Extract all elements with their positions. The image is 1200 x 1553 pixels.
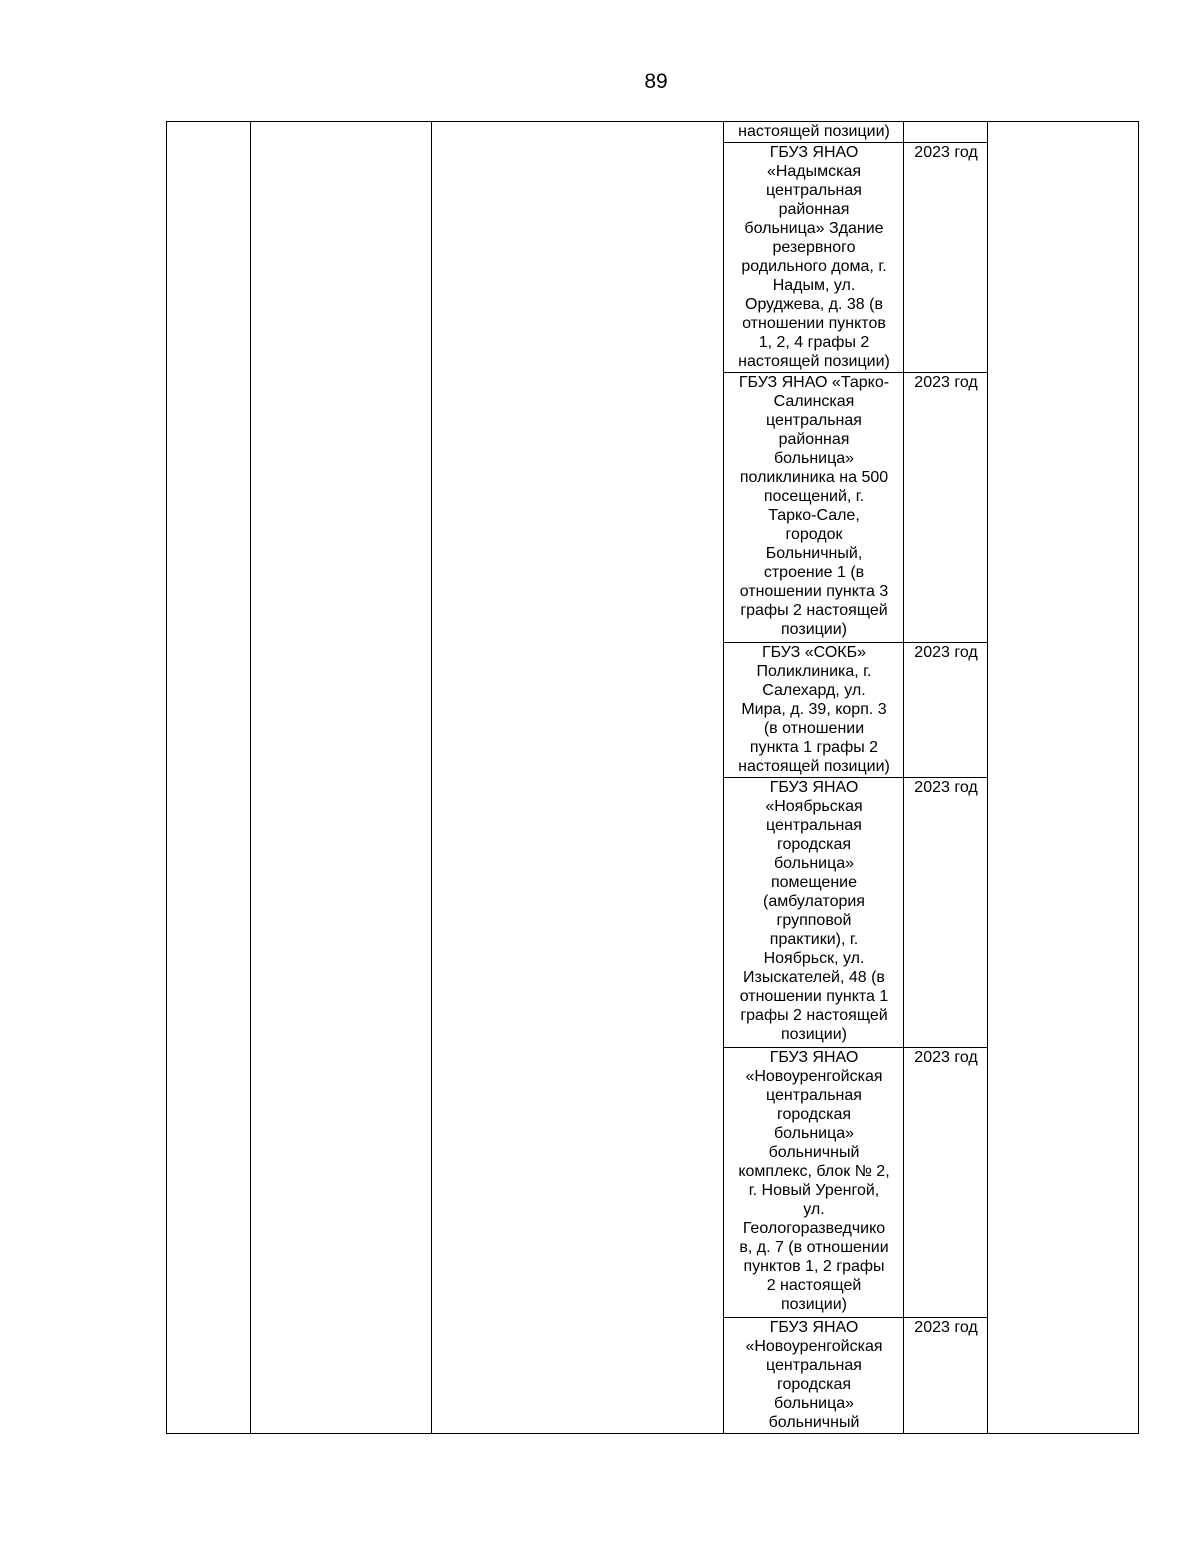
deadline-cell: 2023 год [914, 779, 978, 796]
facility-line: отношении пункта 3 [739, 583, 889, 600]
facility-line: больница» [773, 855, 855, 872]
facility-cell [724, 643, 904, 776]
facility-line: больница» Здание [744, 220, 884, 237]
facility-line: больница» [773, 1395, 855, 1412]
facility-cell [724, 143, 904, 371]
facility-line: районная [778, 431, 850, 448]
facility-line: 2 настоящей [766, 1277, 862, 1294]
facility-line: посещений, г. [763, 488, 865, 505]
facility-line: «Надымская [766, 163, 862, 180]
facility-line: резервного [772, 239, 856, 256]
facility-line: ул. [803, 1201, 825, 1218]
facility-line: ГБУЗ ЯНАО «Тарко- [738, 374, 890, 391]
facility-line: «Ноябрьская [765, 798, 863, 815]
facility-line: городская [776, 1106, 852, 1123]
facility-line: настоящей позиции) [738, 353, 890, 370]
deadline-cell: 2023 год [914, 644, 978, 661]
deadline-cell: 2023 год [914, 374, 978, 391]
facility-line: графы 2 настоящей [740, 1007, 888, 1024]
facility-line: позиции) [780, 1296, 848, 1313]
facility-line: центральная [766, 817, 862, 834]
facility-cell [724, 122, 904, 141]
facility-line: настоящей позиции) [738, 758, 890, 775]
facility-line: городок [785, 526, 843, 543]
facility-line: районная [778, 201, 850, 218]
facility-cell [724, 373, 904, 639]
facility-line: ГБУЗ ЯНАО [769, 1319, 859, 1336]
facility-line: Больничный, [765, 545, 863, 562]
facility-line: больничный [768, 1144, 860, 1161]
deadline-cell: 2023 год [914, 144, 978, 161]
facility-line: больница» [773, 1125, 855, 1142]
facility-cell [724, 1318, 904, 1432]
facility-line: настоящей позиции) [738, 123, 890, 140]
facility-line: помещение [770, 874, 857, 891]
facility-cell [724, 1048, 904, 1314]
facility-line: отношении пунктов [742, 315, 886, 332]
facility-line: родильного дома, г. [741, 258, 887, 275]
facility-line: Надым, ул. [772, 277, 856, 294]
facility-line: графы 2 настоящей [740, 602, 888, 619]
facility-line: больничный [768, 1414, 860, 1431]
facility-line: Ноябрьск, ул. [763, 950, 865, 967]
facility-line: Изыскателей, 48 (в [743, 969, 885, 986]
facility-line: ГБУЗ «СОКБ» [762, 644, 866, 661]
facility-line: пункта 1 графы 2 [749, 739, 879, 756]
facility-line: в, д. 7 (в отношении [739, 1239, 889, 1256]
deadline-cell: 2023 год [914, 1319, 978, 1336]
facility-line: г. Новый Уренгой, [748, 1182, 880, 1199]
facility-line: групповой [776, 912, 852, 929]
facility-line: комплекс, блок № 2, [738, 1163, 890, 1180]
facility-line: строение 1 (в [763, 564, 865, 581]
facility-line: центральная [766, 412, 862, 429]
facility-line: Оруджева, д. 38 (в [745, 296, 883, 313]
page-number: 89 [644, 70, 668, 93]
facility-line: Мира, д. 39, корп. 3 [741, 701, 887, 718]
facility-line: Салехард, ул. [762, 682, 866, 699]
facility-line: больница» [773, 450, 855, 467]
facility-line: Тарко-Сале, [768, 507, 860, 524]
facility-line: городская [776, 836, 852, 853]
facility-line: Геологоразведчико [742, 1220, 886, 1237]
facility-cell [724, 778, 904, 1044]
facility-line: позиции) [780, 621, 848, 638]
facility-line: 1, 2, 4 графы 2 [758, 334, 870, 351]
facility-line: «Новоуренгойская [745, 1338, 883, 1355]
facility-line: городская [776, 1376, 852, 1393]
facility-line: центральная [766, 182, 862, 199]
column-divider [431, 122, 432, 1433]
facility-line: Поликлиника, г. [756, 663, 872, 680]
facility-line: «Новоуренгойская [745, 1068, 883, 1085]
deadline-cell: 2023 год [914, 1049, 978, 1066]
facility-line: ГБУЗ ЯНАО [769, 144, 859, 161]
facility-line: центральная [766, 1087, 862, 1104]
facility-line: ГБУЗ ЯНАО [769, 1049, 859, 1066]
facility-line: пунктов 1, 2 графы [743, 1258, 885, 1275]
facility-line: поликлиника на 500 [739, 469, 889, 486]
facility-line: (амбулатория [763, 893, 865, 910]
facility-line: (в отношении [763, 720, 865, 737]
facility-line: практики), г. [769, 931, 859, 948]
facility-line: позиции) [780, 1026, 848, 1043]
facility-line: отношении пункта 1 [739, 988, 889, 1005]
facilities-table [166, 121, 1139, 1434]
facility-line: Салинская [773, 393, 855, 410]
column-divider [250, 122, 251, 1433]
facility-line: центральная [766, 1357, 862, 1374]
facility-line: ГБУЗ ЯНАО [769, 779, 859, 796]
